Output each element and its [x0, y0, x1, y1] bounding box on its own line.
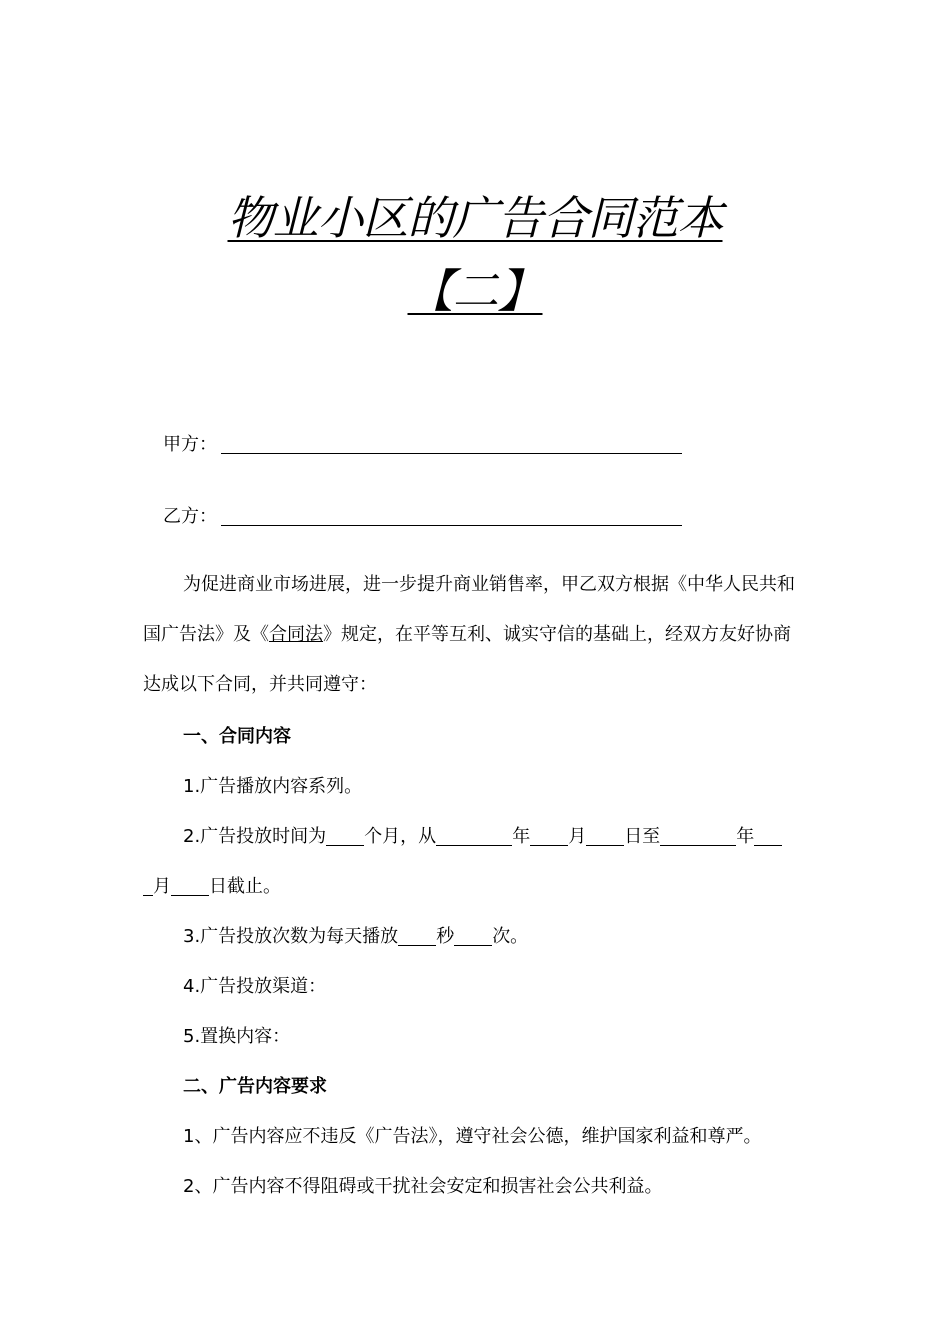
intro-text-1: 为促进商业市场进展，进一步提升商业销售率，甲乙双方根据《中华人民共和国广告法》及《 — [143, 574, 795, 645]
section1-item3 — [183, 922, 528, 948]
end-year-blank — [660, 827, 736, 846]
item3-text-a: 3.广告投放次数为每天播放 — [183, 926, 399, 947]
party-b-line — [163, 502, 682, 528]
end-month-blank-end — [143, 877, 153, 896]
section1-item2-continued — [143, 872, 281, 898]
item2-text-d: 月 — [568, 826, 587, 847]
document-title: 物业小区的广告合同范本 — [227, 191, 723, 245]
item2-text-f: 年 — [736, 826, 755, 847]
section2-item2: 2、广告内容不得阻碍或干扰社会安定和损害社会公共利益。 — [183, 1176, 663, 1197]
item2-text-a: 2.广告投放时间为 — [183, 826, 327, 847]
start-day-blank — [586, 827, 624, 846]
section2-item1: 1、广告内容应不违反《广告法》，遵守社会公德，维护国家利益和尊严。 — [183, 1126, 762, 1147]
item3-text-c: 次。 — [492, 926, 529, 947]
intro-paragraph — [143, 560, 808, 710]
months-blank — [326, 827, 364, 846]
section2-heading: 二、广告内容要求 — [183, 1076, 327, 1097]
item2-text-c: 年 — [512, 826, 531, 847]
contract-law-link[interactable]: 合同法 — [269, 624, 323, 645]
section1-heading: 一、合同内容 — [183, 726, 291, 747]
party-a-line — [163, 430, 682, 456]
seconds-blank — [398, 927, 436, 946]
item2-text-e: 日至 — [624, 826, 661, 847]
item2-text-g: 月 — [153, 876, 171, 897]
party-b-blank — [221, 507, 682, 526]
start-month-blank — [530, 827, 568, 846]
item3-text-b: 秒 — [436, 926, 455, 947]
document-subtitle: 【二】 — [407, 264, 543, 318]
party-b-label: 乙方： — [163, 506, 217, 527]
item2-text-h: 日截止。 — [209, 876, 281, 897]
end-day-blank — [171, 877, 209, 896]
intro-text-2: 》规定，在平等互利、诚实守信的基础上，经双方友好协商达成以下合同，并共同遵守： — [143, 624, 791, 695]
party-a-blank — [221, 435, 682, 454]
section1-item5: 5.置换内容： — [183, 1026, 291, 1047]
end-month-blank-start — [754, 827, 782, 846]
times-blank — [454, 927, 492, 946]
start-year-blank — [436, 827, 512, 846]
section1-item4: 4.广告投放渠道： — [183, 976, 327, 997]
party-a-label: 甲方： — [163, 434, 217, 455]
item2-text-b: 个月，从 — [364, 826, 437, 847]
section1-item1: 1.广告播放内容系列。 — [183, 776, 363, 797]
section1-item2 — [183, 822, 782, 848]
